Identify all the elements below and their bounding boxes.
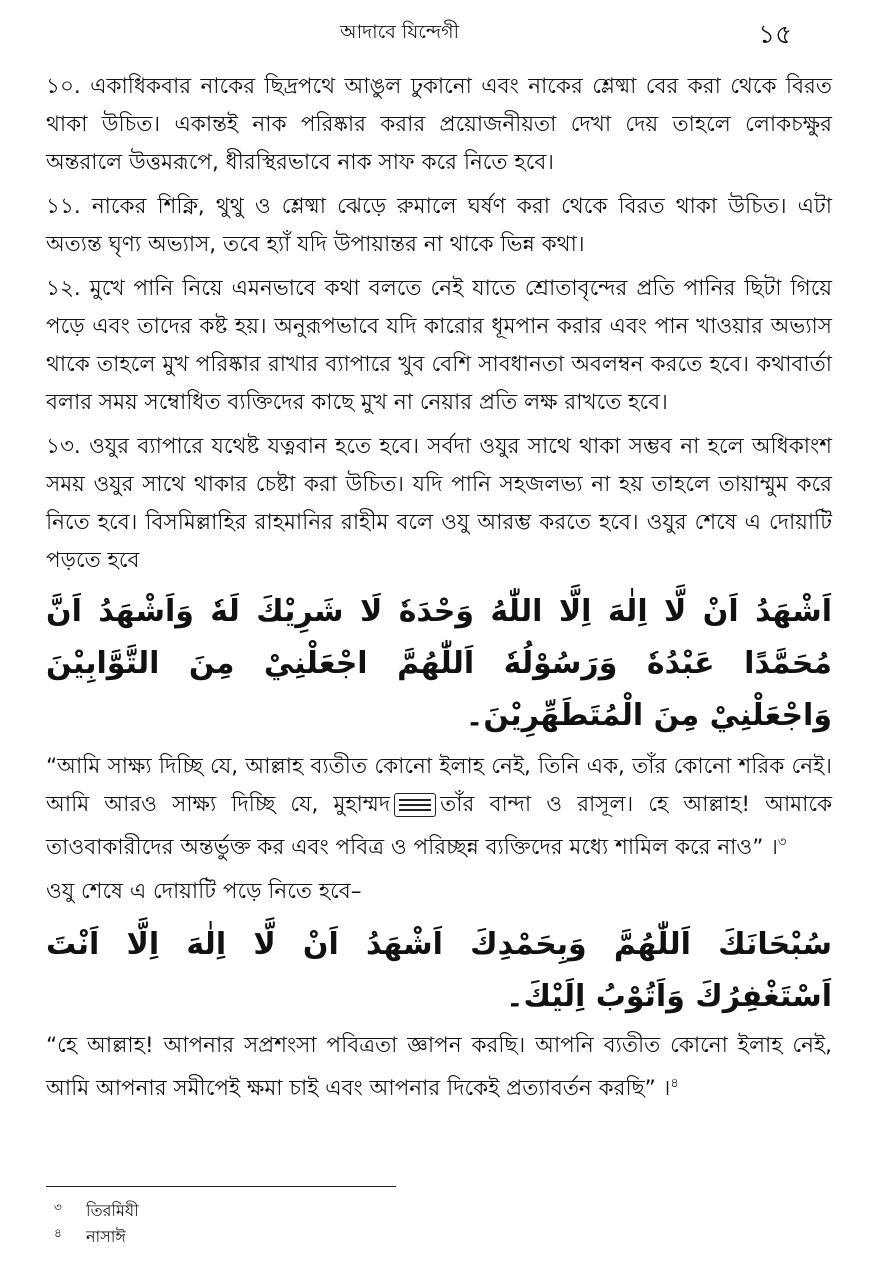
- running-title: আদাবে যিন্দেগী: [340, 21, 460, 43]
- translation-text: “হে আল্লাহ! আপনার সপ্রশংসা পবিত্রতা জ্ঞাপন করছি। আপনি ব্যতীত কোনো ইলাহ নেই, আমি আপনার সমীপেই ক্ষমা চাই এবং আপনার দিকেই প্রত্যাবর্তন করছি” ।: [46, 1033, 832, 1102]
- dua-subhanaka-translation: [46, 1027, 832, 1108]
- paragraph-11: ১১. নাকের শিক্নি, থুথু ও শ্লেষ্মা ঝেড়ে রুমালে ঘর্ষণ করা থেকে বিরত থাকা উচিত। এটা অত্যন্ত ঘৃণ্য অভ্যাস, তবে হ্যাঁ যদি উপায়ান্তর না থাকে ভিন্ন কথা।: [46, 194, 832, 257]
- footnotes: [46, 1198, 446, 1250]
- footnote-mark: ৪: [54, 1226, 62, 1240]
- arabic-dua-subhanaka: سُبْحَانَكَ اَللّٰهُمَّ وَبِحَمْدِكَ اَشْهَدُ اَنْ لَّا اِلٰهَ اِلَّا اَنْتَ اَسْتَغْفِرُكَ وَاَتُوْبُ اِلَيْكَ۔: [46, 927, 832, 1015]
- running-header: [0, 14, 870, 50]
- translation-part2: তাঁর বান্দা ও রাসূল। হে আল্লাহ! আমাকে তাওবাকারীদের অন্তর্ভুক্ত কর এবং পবিত্র ও পরিচ্ছন্ন ব্যক্তিদের মধ্যে শামিল করে নাও” ।: [46, 792, 832, 861]
- arabic-dua-shahada: اَشْهَدُ اَنْ لَّا اِلٰهَ اِلَّا اللّٰهُ وَحْدَهٗ لَا شَرِيْكَ لَهٗ وَاَشْهَدُ اَنَّ مُحَمَّدًا عَبْدُهٗ وَرَسُوْلُهٗ اَللّٰهُمَّ اجْعَلْنِيْ مِنَ التَّوَّابِيْنَ وَاجْعَلْنِيْ مِنَ الْمُتَطَهِّرِيْنَ۔: [46, 594, 832, 733]
- footnote-text: নাসাঈ: [86, 1227, 126, 1246]
- salutation-icon: [394, 793, 436, 817]
- footnote-divider: [46, 1186, 396, 1187]
- footnote-3: [46, 1198, 446, 1224]
- page-number: ১৫: [758, 20, 792, 50]
- dua-shahada-translation: [46, 748, 832, 867]
- paragraph-13: ১৩. ওযুর ব্যাপারে যথেষ্ট যত্নবান হতে হবে। সর্বদা ওযুর সাথে থাকা সম্ভব না হলে অধিকাংশ সময় ওযুর সাথে থাকার চেষ্টা করা উচিত। যদি পানি সহজলভ্য না হয় তাহলে তায়াম্মুম করে নিতে হবে। বিসমিল্লাহির রাহমানির রাহীম বলে ওযু আরম্ভ করতে হবে। ওযুর শেষে এ দোয়াটি পড়তে হবে: [46, 434, 832, 573]
- body-text: [46, 68, 832, 1114]
- footnote-ref-3: ৩: [777, 835, 787, 850]
- footnote-mark: ৩: [54, 1200, 62, 1214]
- footnote-4: [46, 1224, 446, 1250]
- footnote-text: তিরমিযী: [86, 1201, 139, 1220]
- footnote-ref-4: ৪: [670, 1076, 679, 1092]
- paragraph-10: ১০. একাধিকবার নাকের ছিদ্রপথে আঙুল ঢুকানো এবং নাকের শ্লেষ্মা বের করা থেকে বিরত থাকা উচিত। একান্তই নাক পরিষ্কার করার প্রয়োজনীয়তা দেখা দেয় তাহলে লোকচক্ষুর অন্তরালে উত্তমরূপে, ধীরস্থিরভাবে নাক সাফ করে নিতে হবে।: [46, 74, 832, 175]
- translation-part1: “আমি সাক্ষ্য দিচ্ছি যে, আল্লাহ ব্যতীত কোনো ইলাহ নেই, তিনি এক, তাঁর কোনো শরিক নেই। আমি আরও সাক্ষ্য দিচ্ছি যে, মুহাম্মদ: [46, 754, 832, 817]
- paragraph-12: ১২. মুখে পানি নিয়ে এমনভাবে কথা বলতে নেই যাতে শ্রোতাবৃন্দের প্রতি পানির ছিটা গিয়ে পড়ে এবং তাদের কষ্ট হয়। অনুরূপভাবে যদি কারোর ধূমপান করার এবং পান খাওয়ার অভ্যাস থাকে তাহলে মুখ পরিষ্কার রাখার ব্যাপারে খুব বেশি সাবধানতা অবলম্বন করতে হবে। কথাবার্তা বলার সময় সম্বোধিত ব্যক্তিদের কাছে মুখ না নেয়ার প্রতি লক্ষ রাখতে হবে।: [46, 276, 832, 415]
- dua-intro: ওযু শেষে এ দোয়াটি পড়ে নিতে হবে–: [46, 879, 362, 905]
